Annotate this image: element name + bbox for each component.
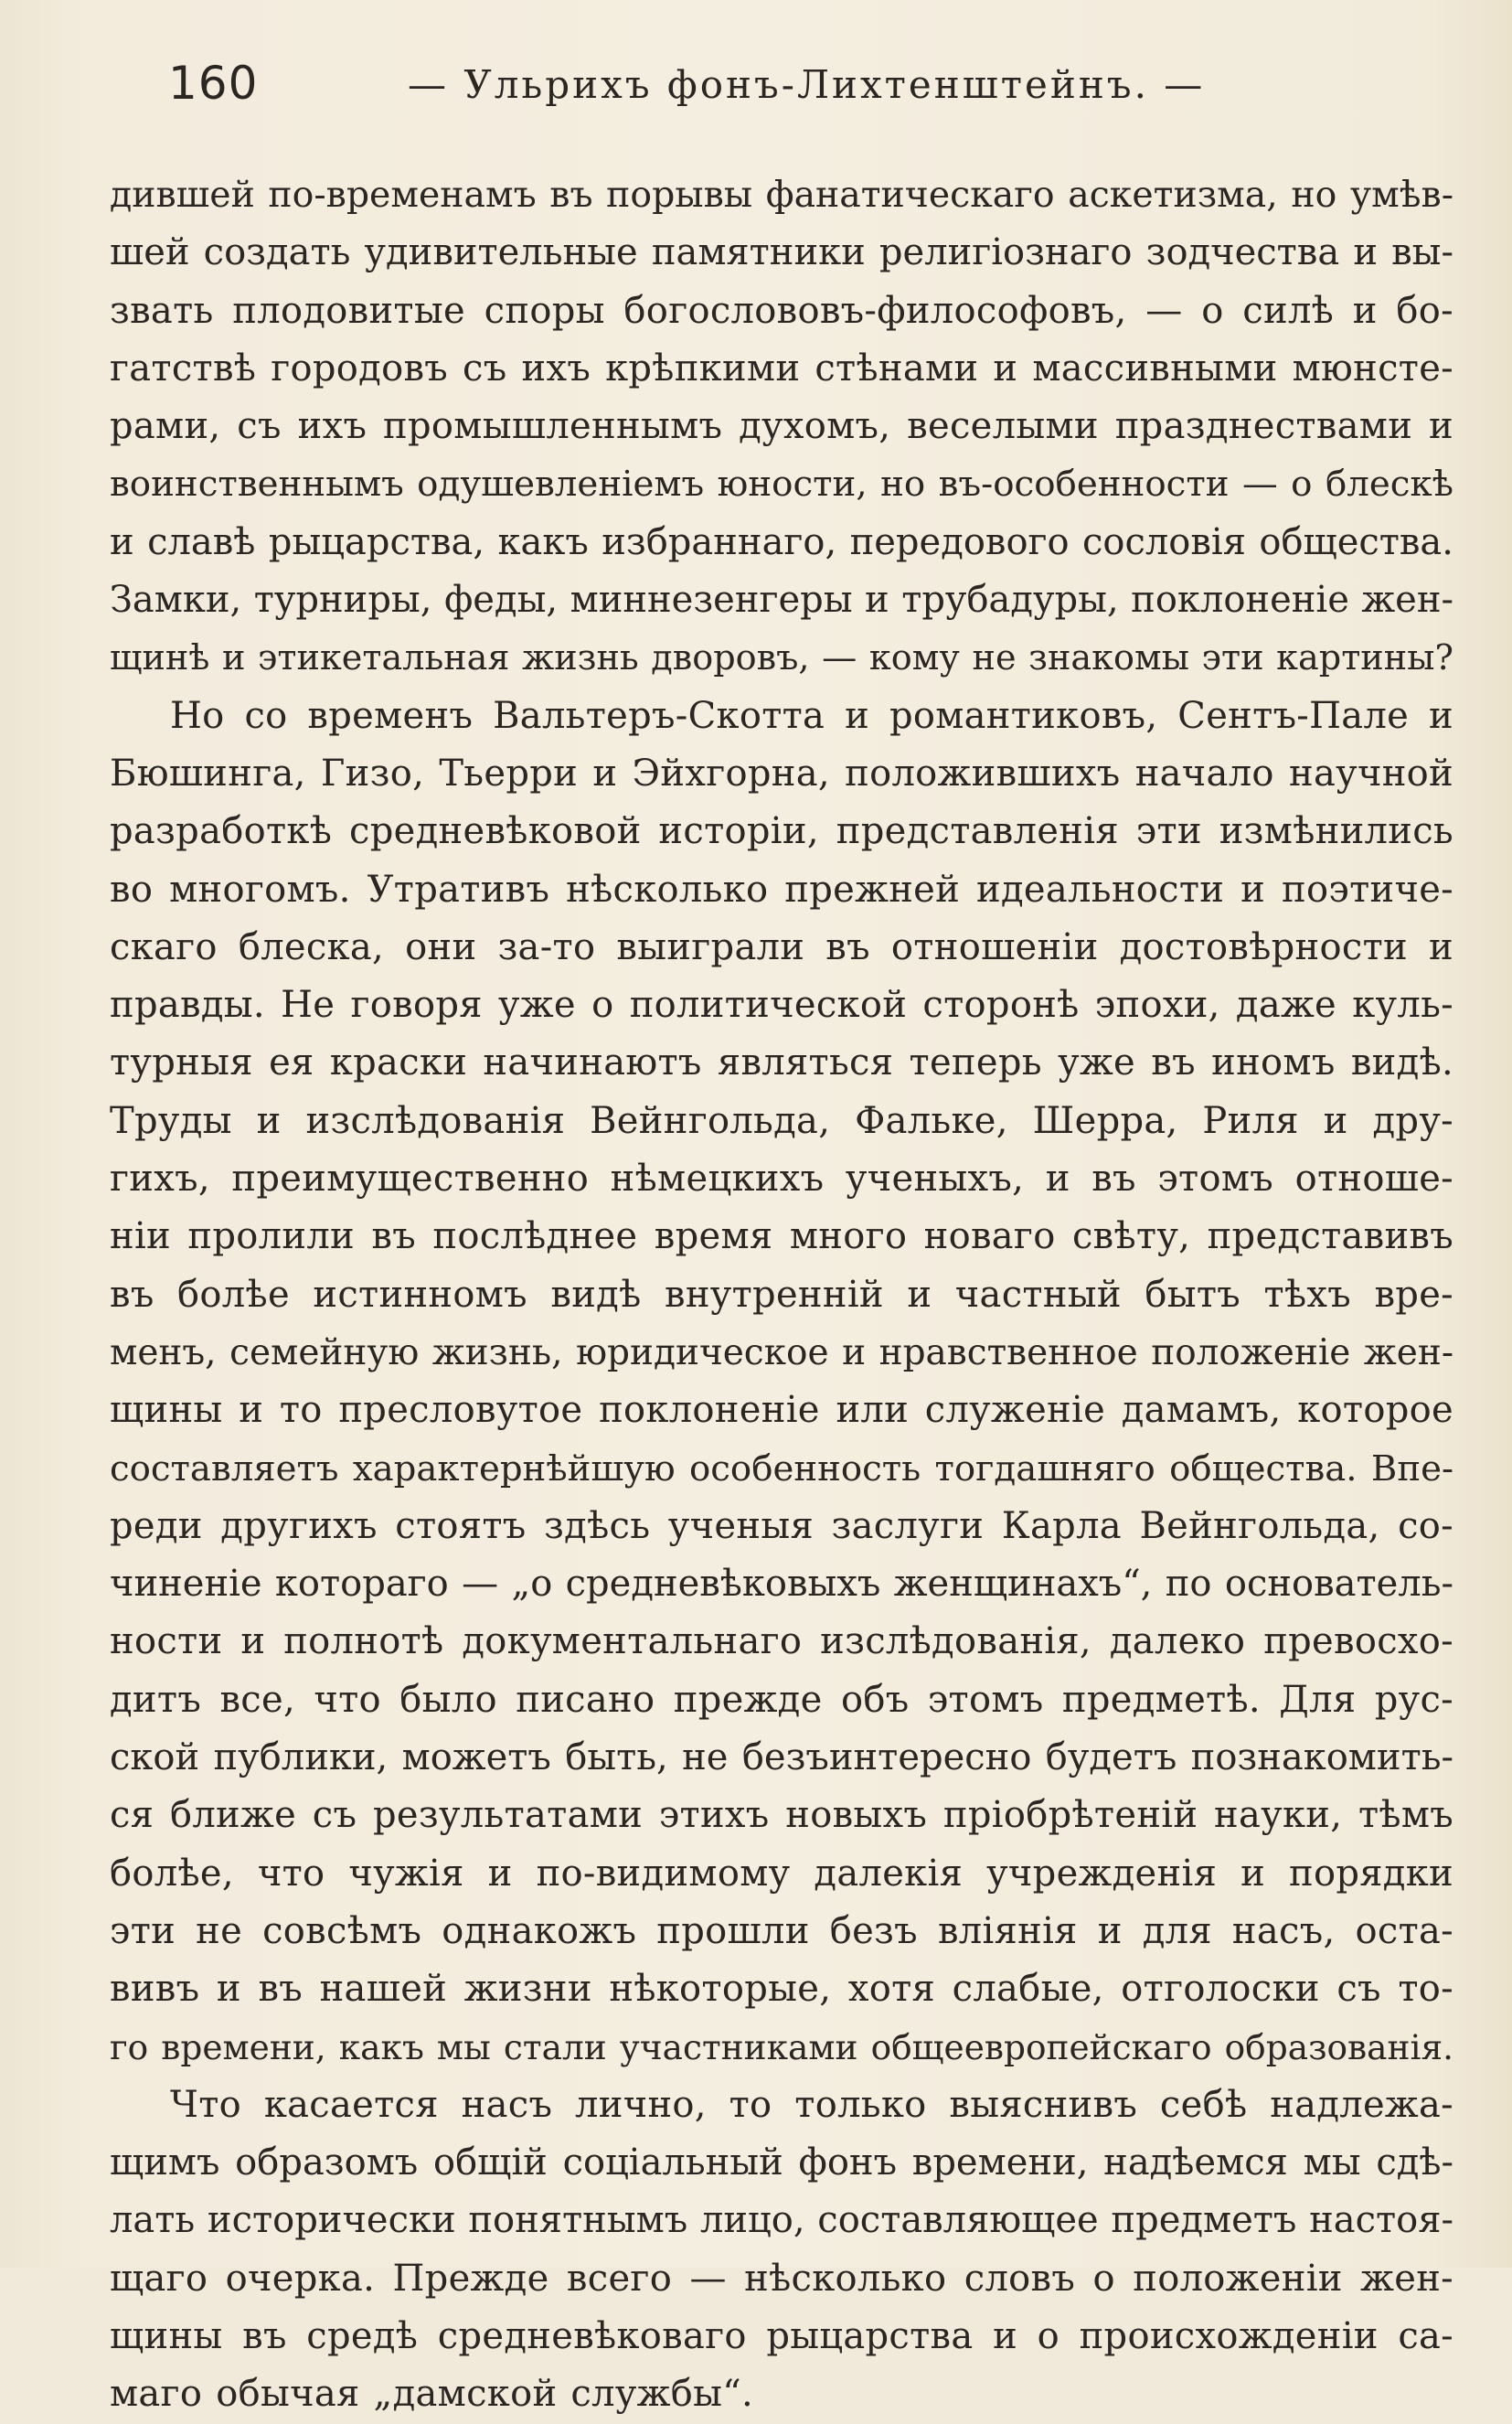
text-line: щины и то пресловутое поклоненіе или служеніе дамамъ, которое bbox=[110, 1389, 1453, 1432]
running-title: — Ульрихъ фонъ-Лихтенштейнъ. — bbox=[408, 62, 1206, 107]
text-line: въ болѣе истинномъ видѣ внутренній и частный бытъ тѣхъ вре- bbox=[110, 1273, 1453, 1316]
text-line: лать исторически понятнымъ лицо, составляющее предметъ настоя- bbox=[110, 2199, 1453, 2242]
text-line: щины въ средѣ средневѣковаго рыцарства и о происхожденіи са- bbox=[110, 2314, 1453, 2357]
text-line: ся ближе съ результатами этихъ новыхъ пріобрѣтеній науки, тѣмъ bbox=[110, 1794, 1453, 1837]
text-line: менъ, семейную жизнь, юридическое и нравственное положеніе жен- bbox=[110, 1331, 1453, 1373]
text-line: ніи пролили въ послѣднее время много новаго свѣту, представивъ bbox=[110, 1215, 1453, 1258]
text-line: Что касается насъ лично, то только выяснивъ себѣ надлежа- bbox=[170, 2083, 1453, 2126]
text-line: Труды и изслѣдованія Вейнгольда, Фальке, Шерра, Риля и дру- bbox=[110, 1099, 1453, 1142]
text-line: щимъ образомъ общій соціальный фонъ времени, надѣемся мы сдѣ- bbox=[110, 2141, 1453, 2184]
text-line: шей создать удивительные памятники религіознаго зодчества и вы- bbox=[110, 231, 1453, 274]
text-line: ности и полнотѣ документальнаго изслѣдованія, далеко превосхо- bbox=[110, 1620, 1453, 1663]
page-number: 160 bbox=[168, 57, 259, 110]
body-text bbox=[110, 166, 1453, 2424]
text-line: звать плодовитые споры богослововъ-философовъ, — о силѣ и бо- bbox=[110, 289, 1453, 332]
text-line: гатствѣ городовъ съ ихъ крѣпкими стѣнами и массивными мюнсте- bbox=[110, 347, 1453, 390]
text-line: скаго блеска, они за-то выиграли въ отношеніи достовѣрности и bbox=[110, 925, 1453, 968]
text-line: составляетъ характернѣйшую особенность тогдашняго общества. Впе- bbox=[110, 1447, 1453, 1490]
text-line: щинѣ и этикетальная жизнь дворовъ, — кому не знакомы эти картины? bbox=[110, 637, 1453, 678]
text-line: дитъ все, что было писано прежде объ этомъ предметѣ. Для рус- bbox=[110, 1678, 1453, 1721]
text-line: эти не совсѣмъ однакожъ прошли безъ вліянія и для насъ, оста- bbox=[110, 1909, 1453, 1952]
text-line: ской публики, можетъ быть, не безъинтересно будетъ познакомить- bbox=[110, 1736, 1453, 1779]
text-line: и славѣ рыцарства, какъ избраннаго, передового сословія общества. bbox=[110, 520, 1453, 563]
text-line: Замки, турниры, феды, миннезенгеры и трубадуры, поклоненіе жен- bbox=[110, 579, 1453, 622]
text-line: вивъ и въ нашей жизни нѣкоторые, хотя слабые, отголоски съ то- bbox=[110, 1968, 1453, 2011]
text-line: Но со временъ Вальтеръ-Скотта и романтиковъ, Сентъ-Пале и bbox=[170, 694, 1453, 737]
text-line: маго обычая „дамской службы“. bbox=[110, 2373, 754, 2416]
text-line: щаго очерка. Прежде всего — нѣсколько словъ о положеніи жен- bbox=[110, 2257, 1453, 2300]
text-line: го времени, какъ мы стали участниками общеевропейскаго образованія. bbox=[110, 2026, 1453, 2067]
text-line: правды. Не говоря уже о политической сторонѣ эпохи, даже куль- bbox=[110, 984, 1453, 1027]
text-line: дившей по-временамъ въ порывы фанатическаго аскетизма, но умѣв- bbox=[110, 174, 1453, 216]
text-line: реди другихъ стоятъ здѣсь ученыя заслуги Карла Вейнгольда, со- bbox=[110, 1504, 1453, 1547]
text-line: чиненіе котораго — „о средневѣковыхъ женщинахъ“, по основатель- bbox=[110, 1563, 1453, 1606]
text-line: турныя ея краски начинаютъ являться теперь уже въ иномъ видѣ. bbox=[110, 1041, 1453, 1084]
text-line: во многомъ. Утративъ нѣсколько прежней идеальности и поэтиче- bbox=[110, 868, 1453, 911]
text-line: рами, съ ихъ промышленнымъ духомъ, веселыми празднествами и bbox=[110, 405, 1453, 448]
text-line: воинственнымъ одушевленіемъ юности, но въ-особенности — о блескѣ bbox=[110, 464, 1453, 506]
text-line: разработкѣ средневѣковой исторіи, представленія эти измѣнились bbox=[110, 810, 1453, 853]
page-header bbox=[168, 57, 1206, 121]
text-line: болѣе, что чужія и по-видимому далекія учрежденія и порядки bbox=[110, 1852, 1453, 1895]
text-line: гихъ, преимущественно нѣмецкихъ ученыхъ, и въ этомъ отноше- bbox=[110, 1158, 1453, 1201]
text-line: Бюшинга, Гизо, Тьерри и Эйхгорна, положившихъ начало научной bbox=[110, 752, 1453, 795]
